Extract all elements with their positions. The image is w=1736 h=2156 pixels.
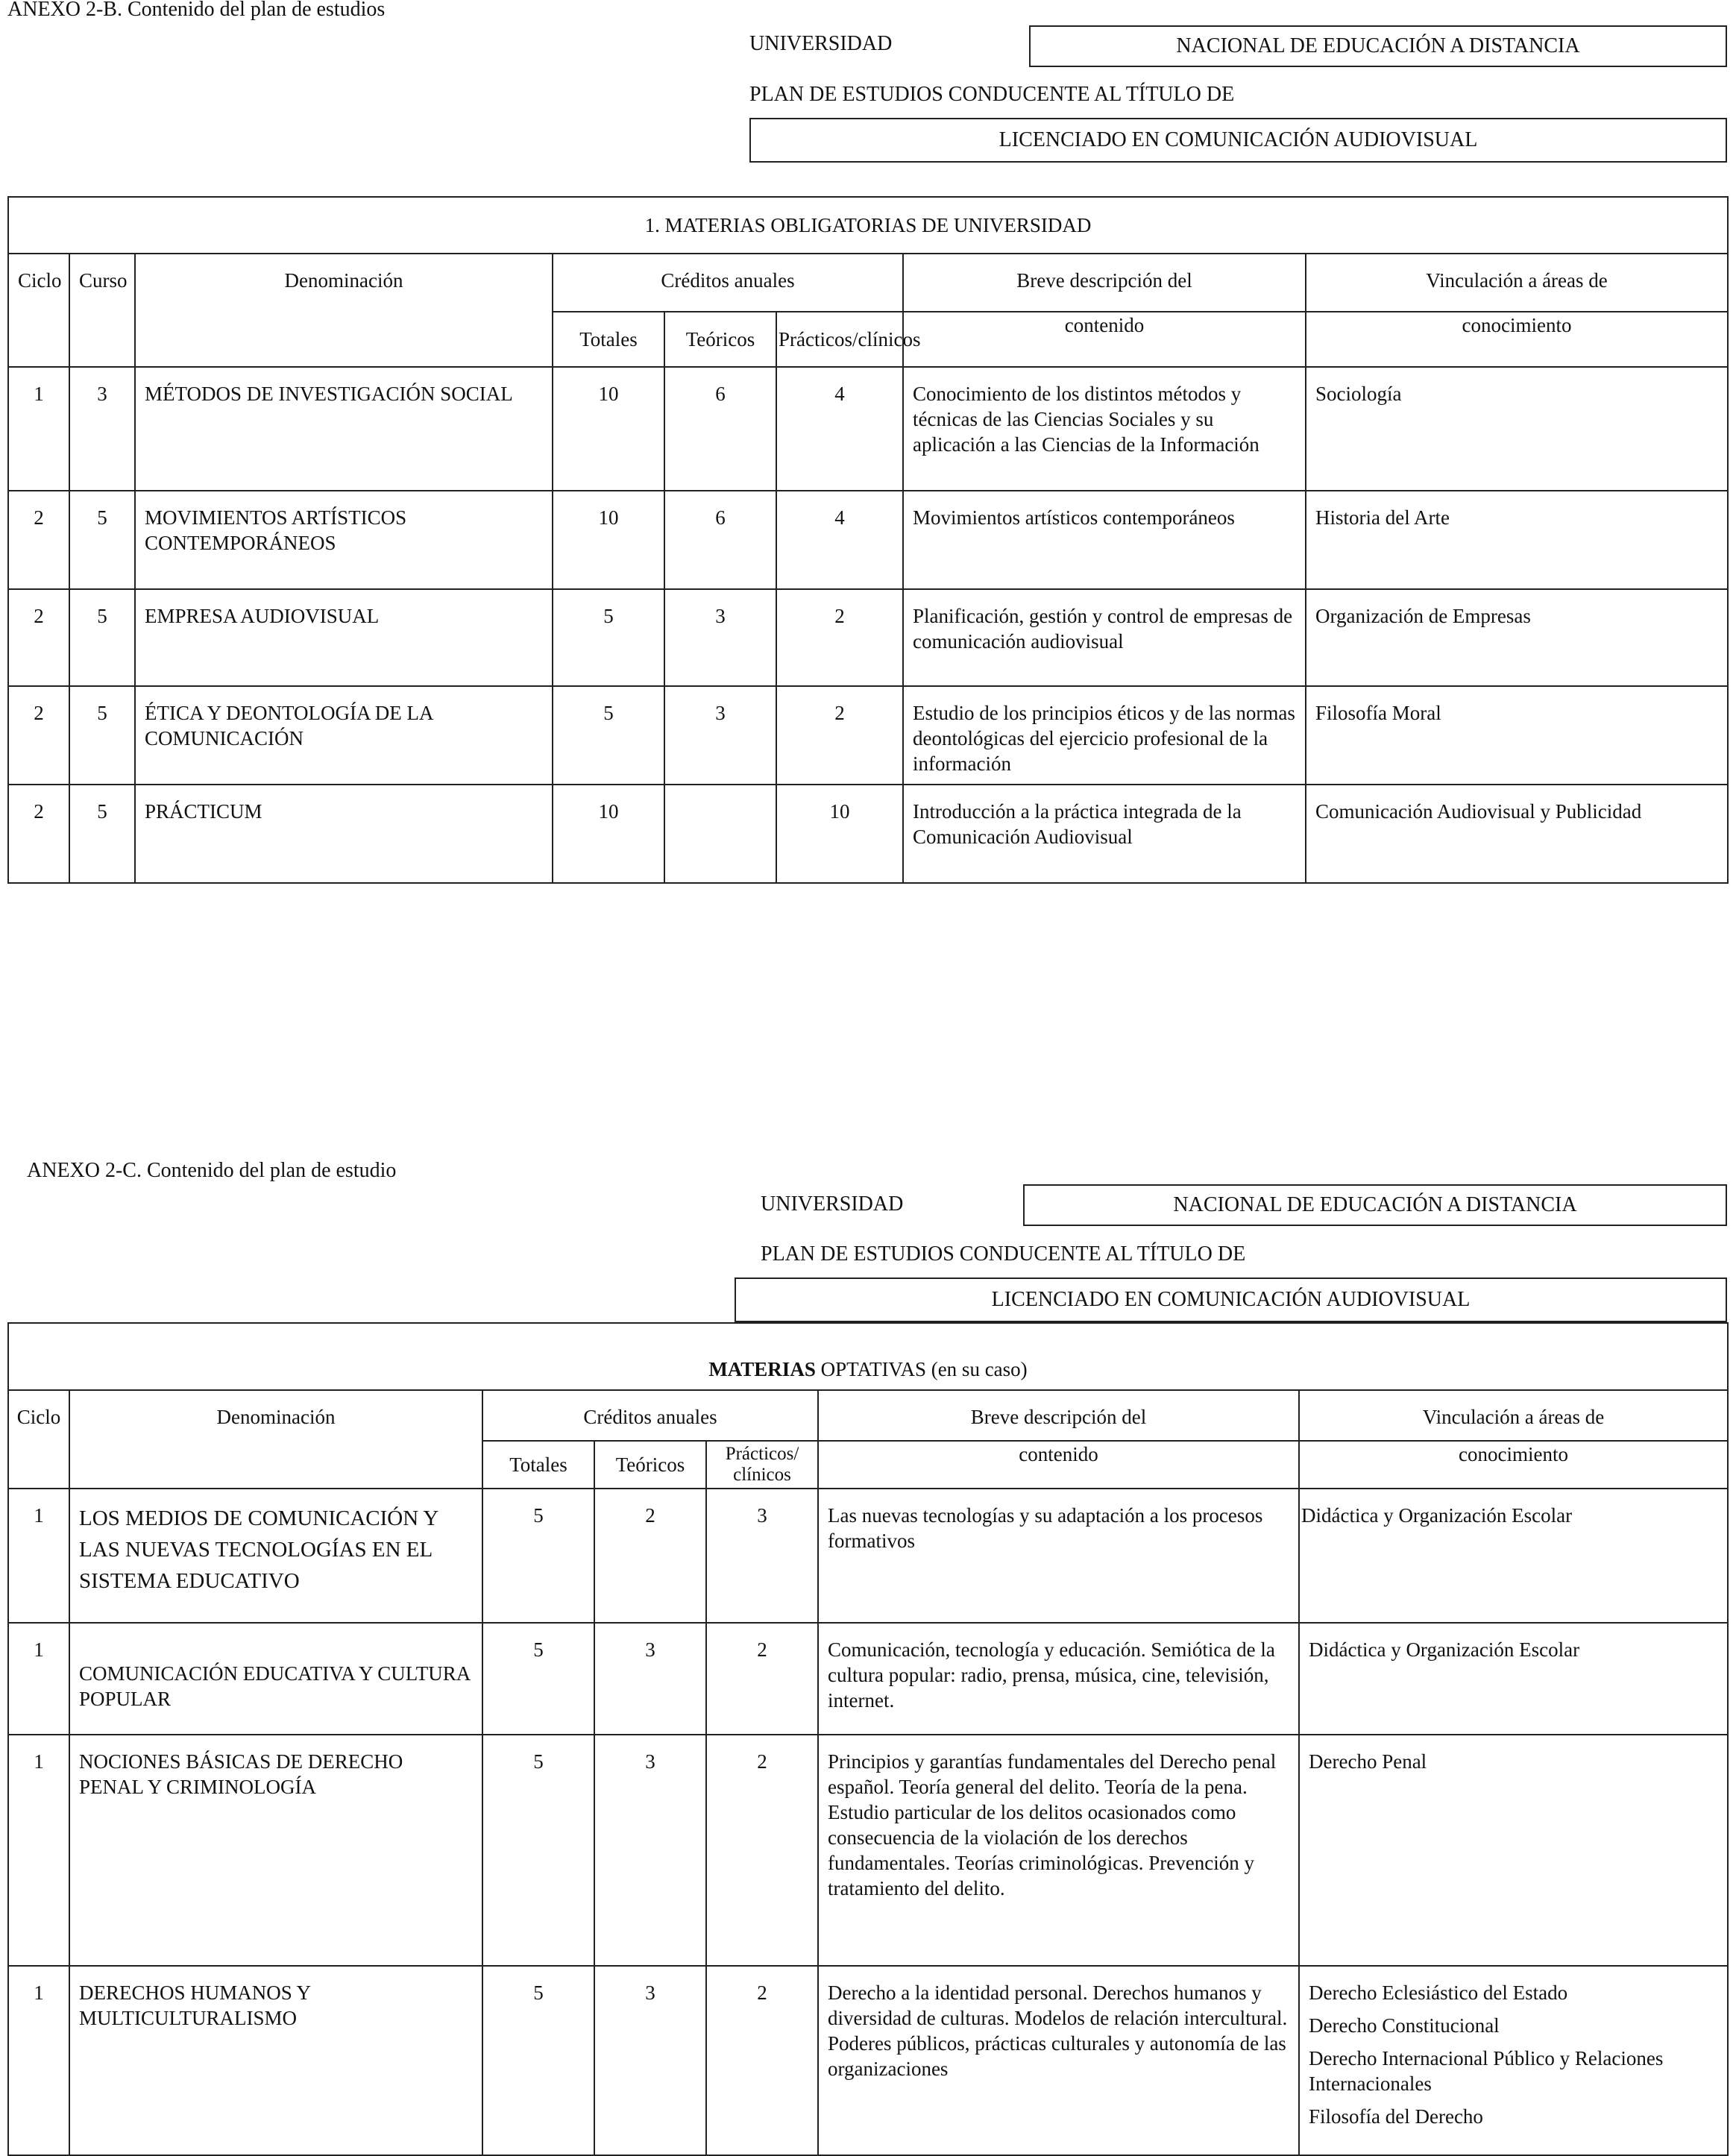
cell-areas: Filosofía Moral bbox=[1306, 686, 1728, 785]
area-item: Didáctica y Organización Escolar bbox=[1309, 1638, 1580, 1661]
cell-areas: Comunicación Audiovisual y Publicidad bbox=[1306, 785, 1728, 883]
cell-teoricos: 6 bbox=[664, 491, 776, 589]
col-header-creditos: Créditos anuales bbox=[482, 1390, 818, 1441]
cell-practicos: 2 bbox=[776, 686, 903, 785]
col-header-teoricos: Teóricos bbox=[594, 1441, 706, 1489]
table-row bbox=[8, 1735, 1728, 1966]
cell-denominacion: MOVIMIENTOS ARTÍSTICOS CONTEMPORÁNEOS bbox=[135, 491, 553, 589]
cell-areas bbox=[1299, 1735, 1728, 1966]
col-header-descripcion-2: contenido bbox=[903, 312, 1306, 367]
col-header-descripcion: Breve descripción del bbox=[818, 1390, 1299, 1441]
cell-teoricos: 3 bbox=[594, 1966, 706, 2155]
col-header-vinculacion: Vinculación a áreas de bbox=[1306, 254, 1728, 312]
cell-totales: 5 bbox=[482, 1623, 594, 1735]
cell-practicos: 10 bbox=[776, 785, 903, 883]
area-item: Filosofía del Derecho bbox=[1309, 2105, 1483, 2128]
cell-ciclo: 2 bbox=[8, 589, 69, 686]
cell-areas: Historia del Arte bbox=[1306, 491, 1728, 589]
table-row bbox=[8, 491, 1728, 589]
annex-b-degree: LICENCIADO EN COMUNICACIÓN AUDIOVISUAL bbox=[749, 118, 1727, 163]
annex-b-heading: ANEXO 2-B. Contenido del plan de estudios bbox=[7, 0, 386, 21]
cell-descripcion: Las nuevas tecnologías y su adaptación a los procesos formativos bbox=[818, 1489, 1299, 1623]
cell-descripcion: Derecho a la identidad personal. Derechos humanos y diversidad de culturas. Modelos de relación intercultural. Poderes públicos, prácticas culturales y autonomía de las organizaciones bbox=[818, 1966, 1299, 2155]
table-row bbox=[8, 686, 1728, 785]
col-header-vinculacion-2: conocimiento bbox=[1299, 1441, 1728, 1489]
area-item: Derecho Constitucional bbox=[1309, 2014, 1500, 2037]
col-header-ciclo: Ciclo bbox=[8, 1390, 69, 1489]
cell-curso: 5 bbox=[69, 686, 135, 785]
table-row bbox=[8, 1623, 1728, 1735]
cell-ciclo: 2 bbox=[8, 785, 69, 883]
cell-curso: 5 bbox=[69, 491, 135, 589]
area-item: Derecho Penal bbox=[1309, 1750, 1427, 1773]
cell-practicos: 2 bbox=[706, 1623, 818, 1735]
table-row bbox=[8, 1966, 1728, 2155]
col-header-denominacion: Denominación bbox=[69, 1390, 482, 1489]
cell-descripcion: Comunicación, tecnología y educación. Semiótica de la cultura popular: radio, prensa, música, cine, televisión, internet. bbox=[818, 1623, 1299, 1735]
cell-totales: 5 bbox=[482, 1489, 594, 1623]
cell-descripcion: Principios y garantías fundamentales del Derecho penal español. Teoría general del delito. Teoría de la pena. Estudio particular de los delitos ocasionados como consecuencia de la violación de los derechos fundamentales. Teorías criminológicas. Prevención y tratamiento del delito. bbox=[818, 1735, 1299, 1966]
cell-teoricos: 6 bbox=[664, 367, 776, 491]
table-row bbox=[8, 589, 1728, 686]
annex-c-university-label: UNIVERSIDAD bbox=[761, 1192, 904, 1216]
cell-totales: 10 bbox=[553, 785, 664, 883]
cell-teoricos: 3 bbox=[594, 1735, 706, 1966]
cell-teoricos: 3 bbox=[664, 686, 776, 785]
col-header-ciclo: Ciclo bbox=[8, 254, 69, 367]
cell-ciclo: 1 bbox=[8, 1489, 69, 1623]
annex-c-table-title-rest: OPTATIVAS (en su caso) bbox=[815, 1358, 1028, 1380]
annex-b-plan-label: PLAN DE ESTUDIOS CONDUCENTE AL TÍTULO DE bbox=[749, 83, 1235, 106]
col-header-totales: Totales bbox=[553, 312, 664, 367]
cell-curso: 5 bbox=[69, 785, 135, 883]
annex-b-university-name: NACIONAL DE EDUCACIÓN A DISTANCIA bbox=[1029, 25, 1727, 67]
annex-c-table bbox=[7, 1322, 1729, 2156]
cell-areas: Organización de Empresas bbox=[1306, 589, 1728, 686]
cell-ciclo: 1 bbox=[8, 1966, 69, 2155]
annex-c-table-title bbox=[8, 1323, 1728, 1390]
cell-totales: 5 bbox=[553, 686, 664, 785]
cell-areas bbox=[1299, 1489, 1728, 1623]
annex-c-heading: ANEXO 2-C. Contenido del plan de estudio bbox=[27, 1159, 397, 1182]
col-header-practicos: Prácticos/ clínicos bbox=[706, 1441, 818, 1489]
cell-practicos: 4 bbox=[776, 491, 903, 589]
col-header-denominacion: Denominación bbox=[135, 254, 553, 367]
cell-ciclo: 2 bbox=[8, 491, 69, 589]
col-header-descripcion: Breve descripción del bbox=[903, 254, 1306, 312]
cell-denominacion: PRÁCTICUM bbox=[135, 785, 553, 883]
col-header-creditos: Créditos anuales bbox=[553, 254, 903, 312]
col-header-vinculacion-2: conocimiento bbox=[1306, 312, 1728, 367]
cell-denominacion: NOCIONES BÁSICAS DE DERECHO PENAL Y CRIMINOLOGÍA bbox=[69, 1735, 482, 1966]
cell-ciclo: 2 bbox=[8, 686, 69, 785]
area-item: Derecho Internacional Público y Relaciones Internacionales bbox=[1309, 2047, 1664, 2095]
cell-denominacion: EMPRESA AUDIOVISUAL bbox=[135, 589, 553, 686]
cell-practicos: 2 bbox=[706, 1735, 818, 1966]
col-header-practicos: Prácticos/clínicos bbox=[776, 312, 903, 367]
cell-teoricos: 3 bbox=[594, 1623, 706, 1735]
cell-teoricos bbox=[664, 785, 776, 883]
annex-c-university-name: NACIONAL DE EDUCACIÓN A DISTANCIA bbox=[1023, 1184, 1727, 1226]
cell-practicos: 3 bbox=[706, 1489, 818, 1623]
annex-c-table-title-bold: MATERIAS bbox=[708, 1358, 816, 1380]
annex-c-degree: LICENCIADO EN COMUNICACIÓN AUDIOVISUAL bbox=[735, 1277, 1727, 1322]
cell-denominacion: DERECHOS HUMANOS Y MULTICULTURALISMO bbox=[69, 1966, 482, 2155]
cell-descripcion: Movimientos artísticos contemporáneos bbox=[903, 491, 1306, 589]
cell-ciclo: 1 bbox=[8, 1623, 69, 1735]
table-row bbox=[8, 785, 1728, 883]
annex-c-plan-label: PLAN DE ESTUDIOS CONDUCENTE AL TÍTULO DE bbox=[761, 1242, 1246, 1266]
cell-denominacion: MÉTODOS DE INVESTIGACIÓN SOCIAL bbox=[135, 367, 553, 491]
annex-b-university-label: UNIVERSIDAD bbox=[749, 32, 893, 55]
cell-descripcion: Conocimiento de los distintos métodos y técnicas de las Ciencias Sociales y su aplicación a las Ciencias de la Información bbox=[903, 367, 1306, 491]
cell-denominacion: LOS MEDIOS DE COMUNICACIÓN Y LAS NUEVAS TECNOLOGÍAS EN EL SISTEMA EDUCATIVO bbox=[69, 1489, 482, 1623]
annex-b-table-title: 1. MATERIAS OBLIGATORIAS DE UNIVERSIDAD bbox=[8, 197, 1728, 254]
cell-totales: 5 bbox=[482, 1735, 594, 1966]
cell-areas: Sociología bbox=[1306, 367, 1728, 491]
cell-curso: 5 bbox=[69, 589, 135, 686]
cell-totales: 10 bbox=[553, 367, 664, 491]
col-header-teoricos: Teóricos bbox=[664, 312, 776, 367]
col-header-curso: Curso bbox=[69, 254, 135, 367]
cell-areas bbox=[1299, 1623, 1728, 1735]
table-row bbox=[8, 367, 1728, 491]
cell-areas bbox=[1299, 1966, 1728, 2155]
cell-descripcion: Introducción a la práctica integrada de la Comunicación Audiovisual bbox=[903, 785, 1306, 883]
cell-ciclo: 1 bbox=[8, 1735, 69, 1966]
col-header-totales: Totales bbox=[482, 1441, 594, 1489]
table-row bbox=[8, 1489, 1728, 1623]
cell-denominacion: ÉTICA Y DEONTOLOGÍA DE LA COMUNICACIÓN bbox=[135, 686, 553, 785]
cell-descripcion: Planificación, gestión y control de empresas de comunicación audiovisual bbox=[903, 589, 1306, 686]
cell-practicos: 2 bbox=[776, 589, 903, 686]
cell-ciclo: 1 bbox=[8, 367, 69, 491]
cell-practicos: 4 bbox=[776, 367, 903, 491]
col-header-descripcion-2: contenido bbox=[818, 1441, 1299, 1489]
cell-curso: 3 bbox=[69, 367, 135, 491]
area-item: Didáctica y Organización Escolar bbox=[1301, 1504, 1573, 1527]
cell-teoricos: 2 bbox=[594, 1489, 706, 1623]
cell-totales: 5 bbox=[553, 589, 664, 686]
cell-practicos: 2 bbox=[706, 1966, 818, 2155]
cell-denominacion: COMUNICACIÓN EDUCATIVA Y CULTURA POPULAR bbox=[69, 1623, 482, 1735]
cell-teoricos: 3 bbox=[664, 589, 776, 686]
cell-descripcion: Estudio de los principios éticos y de las normas deontológicas del ejercicio profesional de la información bbox=[903, 686, 1306, 785]
annex-b-table bbox=[7, 196, 1729, 884]
cell-totales: 5 bbox=[482, 1966, 594, 2155]
col-header-vinculacion: Vinculación a áreas de bbox=[1299, 1390, 1728, 1441]
cell-totales: 10 bbox=[553, 491, 664, 589]
area-item: Derecho Eclesiástico del Estado bbox=[1309, 1981, 1568, 2004]
